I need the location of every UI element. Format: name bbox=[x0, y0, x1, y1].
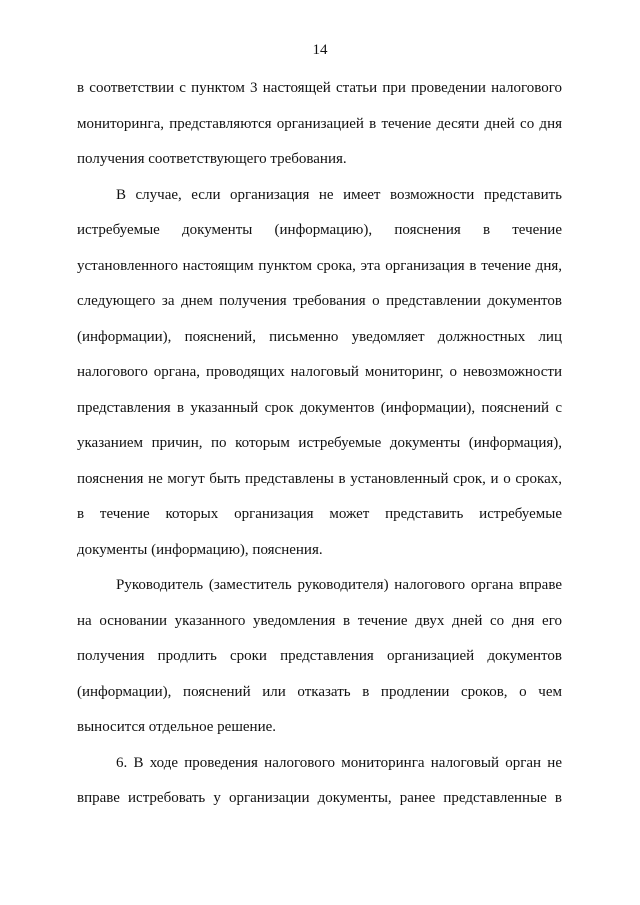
page-number: 14 bbox=[312, 42, 328, 58]
text-line: следующего за днем получения требования о представлении документов bbox=[77, 293, 562, 309]
text-line: истребуемые документы (информацию), пояснения в течение bbox=[77, 222, 562, 238]
text-line: пояснения не могут быть представлены в установленный срок, и о сроках, bbox=[77, 471, 562, 487]
text-line: указанием причин, по которым истребуемые документы (информация), bbox=[77, 435, 562, 451]
text-line: Руководитель (заместитель руководителя) налогового органа вправе bbox=[116, 577, 562, 593]
text-line: представления в указанный срок документов (информации), пояснений с bbox=[77, 400, 562, 416]
text-line: мониторинга, представляются организацией в течение десяти дней со дня bbox=[77, 116, 562, 132]
text-line: (информации), пояснений, письменно уведомляет должностных лиц bbox=[77, 329, 562, 345]
text-line: 6. В ходе проведения налогового мониторинга налоговый орган не bbox=[116, 755, 562, 771]
text-line: выносится отдельное решение. bbox=[77, 719, 277, 735]
text-line: получения соответствующего требования. bbox=[77, 151, 347, 167]
text-line: (информации), пояснений или отказать в продлении сроков, о чем bbox=[77, 684, 562, 700]
text-line: получения продлить сроки представления организацией документов bbox=[77, 648, 562, 664]
text-line: в течение которых организация может представить истребуемые bbox=[77, 506, 562, 522]
text-line: на основании указанного уведомления в течение двух дней со дня его bbox=[77, 613, 562, 629]
text-line: установленного настоящим пунктом срока, эта организация в течение дня, bbox=[77, 258, 562, 274]
text-line: вправе истребовать у организации документы, ранее представленные в bbox=[77, 790, 562, 806]
text-line: налогового органа, проводящих налоговый мониторинг, о невозможности bbox=[77, 364, 562, 380]
text-line: документы (информацию), пояснения. bbox=[77, 542, 323, 558]
text-line: в соответствии с пунктом 3 настоящей статьи при проведении налогового bbox=[77, 80, 562, 96]
text-line: В случае, если организация не имеет возможности представить bbox=[116, 187, 562, 203]
